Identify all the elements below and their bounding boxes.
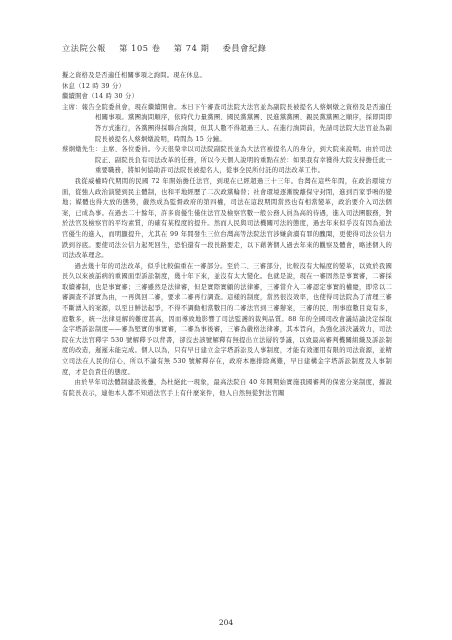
chair-statement: 主席：報告全院委員會，現在繼續開會。本日下午審查司法院大法官並為副院長被提名人蔡炯燉之資格及是否適任相關事項。黨團詢問順序，依時代力量黨團、國民黨黨團、民進黨黨團、親民黨黨團之順序，採即問即答方式進行，各黨團得採聯合詢問，但其人數不得超過三人。在進行詢問前，先請司法院大法官並為副院長被提名人蔡炯燉說明，時間為 15 分鐘。 bbox=[62, 103, 392, 143]
recess-note: 休息（12 時 39 分） bbox=[62, 82, 126, 90]
publication-title: 立法院公報 bbox=[62, 43, 106, 53]
resume-note: 繼續開會（14 時 30 分） bbox=[62, 93, 139, 101]
page-header bbox=[62, 43, 277, 54]
paragraph-reform: 過去幾十年的司法改革，似乎比較偏重在一審部分。至於二、三審部分，比較沒有大幅度的變革，以致於我國長久以來被詬病的重國面型訴訟制度，幾十年下來，並沒有太大變化。也就是說，現在一審固然是事實審，二審採取續審制，也是事實審；三審雖然是法律審，但是實際實顧的法律審，三審當介入二審認定事實的權慶，即常以二審調查不詳實為由，一再與回二審，要求二審再行調查。這樣的制度，當然很沒效率，也使得司法院為了清理三審不斷湧入的案源，以至日鮮法起爭，不得不調動相當數目的二審法官到三審辦案，三審的民、刑事庭數目竟有多，庭數多，統一法律見解的難度甚高，因而導致地影響了司法監護的裁判品質。88 年的全國司改會議結論決定採取金字塔訴訟制度——審為堅實的事實審，二審為事後審，三審為嚴格法律審，其本旨向，為強化該決議效力，司法院在大法官釋字 530 號解釋予以背書，卻沒去該號解釋有無提出立法層的爭議，以致最高審判機關組織及訴訟制度的改造，遲遲未能完成。個人以為，只有早日建立金字塔訴訟及人事制度，才能有效運用有限的司法資源，並精立司法在人民的信心，所以不論有無 530 號解釋存在，政府本應排除萬難，早日建構金字塔訴訟制度及人事制度，才是負責任的態度。 bbox=[62, 262, 392, 376]
document-body bbox=[62, 71, 392, 399]
paragraph-continuation: 擬之資格及是否適任相關事項之詢問。現在休息。 bbox=[62, 72, 207, 79]
volume-number: 第 105 卷 bbox=[119, 43, 161, 53]
nominee-statement: 蔡炯燉先生：主席、各位委員。今天很榮幸以司法院副院長並為大法官被提名人的身分，到大院來說明。由於司法院正、副院長負有司法改革的任務，所以今天個人說明的重點在於：如果我有幸獲得大院支持擔任此一重要職務，將如何協助許司法院長被提名人，從事全民所付託的司法改革工作。 bbox=[62, 146, 392, 175]
issue-number: 第 74 期 bbox=[173, 43, 210, 53]
page-number: 204 bbox=[218, 618, 234, 627]
paragraph-career: 我從威權時代期間的民國 72 年開始擔任法官，到現在已經超過三十三年。台灣在這些年間，在政治環境方面，從強人政治演變到民主體制，也和平地經歷了二次政黨輪替；社會環境逐漸脫離保守封閉，進到百家爭鳴的變地；媒體也得大放的態勢，嚴然成為監督政府的第四權，司法在這段期間當然也有相當變革，政治要介入司法個案，已成為事。在過去二十餘年，許多資優生僅住法官及檢察官數一般公務人員為高的待遇，進入司法團服務，對於法官及檢察官的平均素質，的確有某程度的提升。然而人民與司法機關可法的態度，過去年來似乎沒有因為通法官優生的進入，而明顯提升，尤其在 99 年間發生三位台灣高等法院法官涉嫌貪瀆有罪的醜聞，更使得司法公信力跌到谷底。要使司法公信力起死回生，恐怕還有一段長路要走，以下藉著個人過去年來的觀察及體會，略述個人的司法改革理念。 bbox=[62, 177, 392, 260]
paragraph-secrecy: 由於早年司法體制建設後疊，為杜絕此一現象，最高法院自 40 年開期始實施我國審判的保密分案制度，據說有院長表示，連他本人都不知道法官手上有什麼案件，他人自然無從對法官關 bbox=[62, 379, 392, 397]
section-title: 委員會紀錄 bbox=[222, 43, 267, 53]
